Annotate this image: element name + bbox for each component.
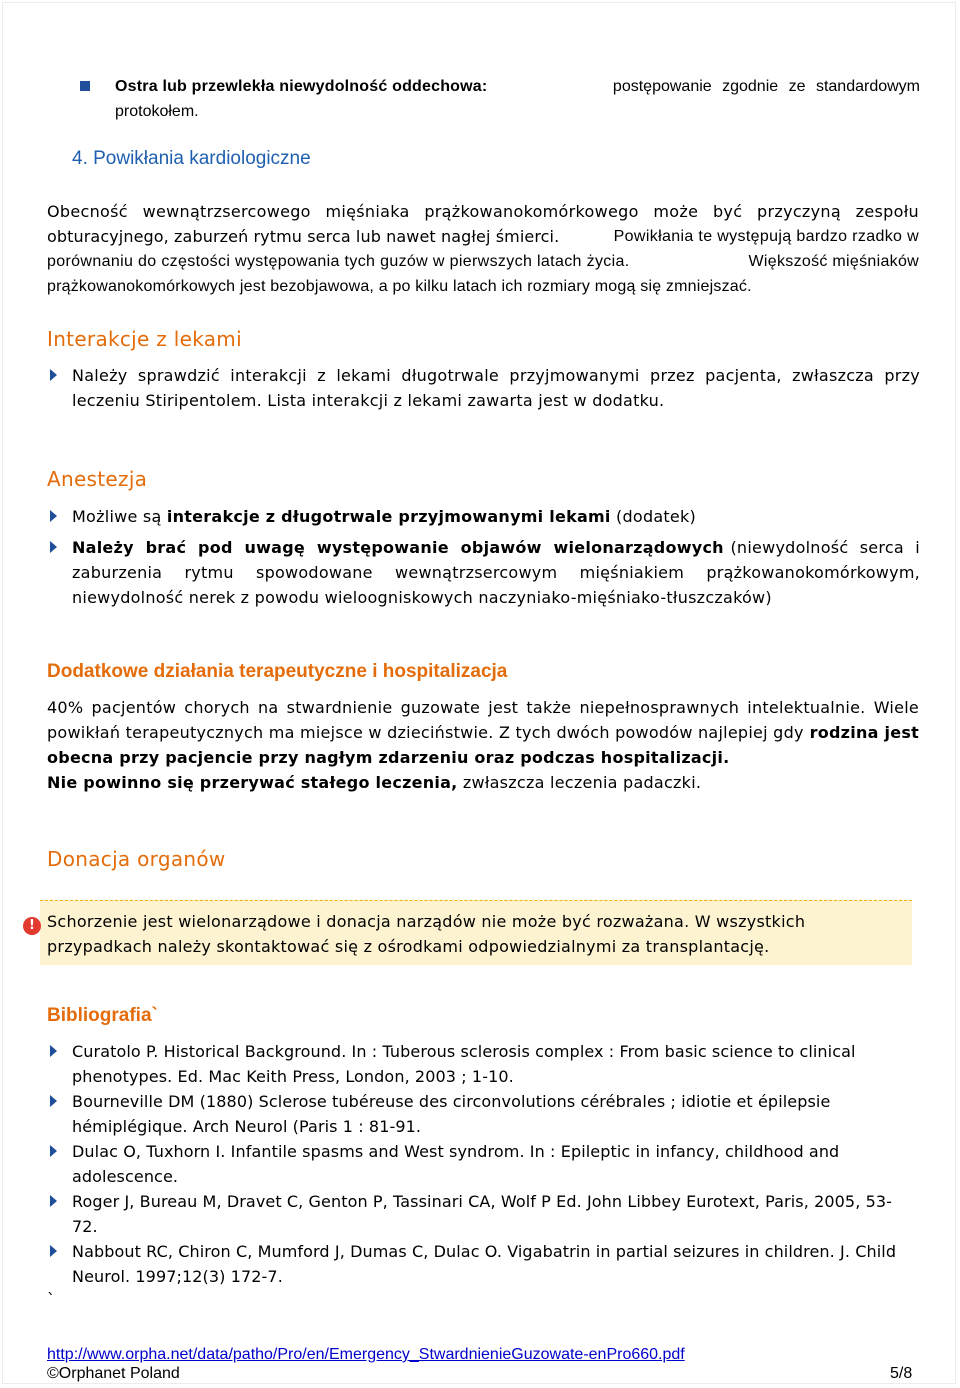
bib-item-3-line-2: adolescence. xyxy=(72,1167,179,1186)
anesthesia-item-1 xyxy=(72,504,920,529)
bib-item-2-line-1: Bourneville DM (1880) Sclerose tubéreuse des circonvolutions cérébrales ; idiotie et épilepsie xyxy=(72,1092,831,1111)
arrow-bullet-icon xyxy=(50,1145,57,1157)
arrow-bullet-icon xyxy=(50,1045,57,1057)
arrow-bullet-icon xyxy=(50,541,57,553)
bib-item-5-line-1: Nabbout RC, Chiron C, Mumford J, Dumas C, Dulac O. Vigabatrin in partial seizures in children. J. Child xyxy=(72,1242,897,1261)
interactions-line-2: leczeniu Stiripentolem. Lista interakcji z lekami zawarta jest w dodatku. xyxy=(72,391,665,410)
arrow-bullet-icon xyxy=(50,369,57,381)
bib-item xyxy=(72,1239,932,1289)
anesthesia-item2-bold: Należy brać pod uwagę występowanie objawów wielonarządowych xyxy=(72,538,724,557)
bib-item-4-line-1: Roger J, Bureau M, Dravet C, Genton P, Tassinari CA, Wolf P Ed. John Libbey Eurotext, Paris, 2005, 53- xyxy=(72,1192,892,1211)
anesthesia-item1-pre: Możliwe są xyxy=(72,507,162,526)
warning-icon: ! xyxy=(23,917,41,935)
arrow-bullet-icon xyxy=(50,510,57,522)
extra-line-2-pre: powikłań terapeutycznych ma miejsce w dzieciństwie. Z tych dwóch powodów najlepiej gdy xyxy=(47,723,804,742)
extra-line-3-bold: obecna przy pacjencie przy nagłym zdarzeniu oraz podczas hospitalizacji. xyxy=(47,748,730,767)
warning-line-1: Schorzenie jest wielonarządowe i donacja narządów nie może być rozważana. W wszystkich xyxy=(47,912,806,931)
respiratory-paragraph xyxy=(115,74,920,124)
extra-line-4-post: zwłaszcza leczenia padaczki. xyxy=(462,773,702,792)
square-bullet-icon xyxy=(80,81,90,91)
footer-copyright: ©Orphanet Poland xyxy=(47,1365,180,1382)
bib-item-1-line-2: phenotypes. Ed. Mac Keith Press, London, 2003 ; 1-10. xyxy=(72,1067,514,1086)
cardiac-paragraph xyxy=(47,199,919,299)
arrow-bullet-icon xyxy=(50,1095,57,1107)
footer-page-number: 5/8 xyxy=(890,1365,913,1382)
bib-item xyxy=(72,1089,932,1139)
respiratory-bold: Ostra lub przewlekła niewydolność oddechowa: xyxy=(115,78,488,95)
bib-item-4-line-2: 72. xyxy=(72,1217,98,1236)
interactions-line-1: Należy sprawdzić interakcji z lekami długotrwale przyjmowanymi przez pacjenta, zwłaszcza przy xyxy=(72,366,920,385)
extra-line-1: 40% pacjentów chorych na stwardnienie guzowate jest także niepełnosprawnych intelektualnie. Wiele xyxy=(47,698,919,717)
bib-item-1-line-1: Curatolo P. Historical Background. In : Tuberous sclerosis complex : From basic science to clinical xyxy=(72,1042,856,1061)
respiratory-text-line2: protokołem. xyxy=(115,103,199,120)
anesthesia-item2-line2: zaburzenia rytmu spowodowane wewnątrzsercowym mięśniakiem prążkowanokomórkowym, xyxy=(72,563,920,582)
cardiac-line-3b: Większość mięśniaków xyxy=(748,253,919,270)
anesthesia-item2-line3: niewydolność nerek z powodu wieloogniskowych naczyniako-mięśniako-tłuszczaków) xyxy=(72,588,772,607)
footer-url-link[interactable]: http://www.orpha.net/data/patho/Pro/en/Emergency_StwardnienieGuzowate-enPro660.pdf xyxy=(47,1346,685,1363)
arrow-bullet-icon xyxy=(50,1245,57,1257)
interactions-item xyxy=(72,363,920,413)
respiratory-text: postępowanie zgodnie ze standardowym xyxy=(612,78,920,95)
cardiac-line-1: Obecność wewnątrzsercowego mięśniaka prążkowanokomórkowego może być przyczyną zespołu xyxy=(47,202,919,221)
anesthesia-item1-bold: interakcje z długotrwale przyjmowanymi lekami xyxy=(166,507,611,526)
extra-paragraph xyxy=(47,695,919,795)
section-heading-extra: Dodatkowe działania terapeutyczne i hospitalizacja xyxy=(47,661,508,682)
arrow-bullet-icon xyxy=(50,1195,57,1207)
section-heading-bibliography: Bibliografia` xyxy=(47,1005,158,1026)
warning-line-2: przypadkach należy skontaktować się z ośrodkami odpowiedzialnymi za transplantację. xyxy=(47,937,770,956)
bib-item-2-line-2: hémiplégique. Arch Neurol (Paris 1 : 81-91. xyxy=(72,1117,422,1136)
bib-item xyxy=(72,1039,932,1089)
section-heading-cardiac: 4. Powikłania kardiologiczne xyxy=(72,148,311,169)
cardiac-line-4: prążkowanokomórkowych jest bezobjawowa, a po kilku latach ich rozmiary mogą się zmniejszać. xyxy=(47,278,752,295)
bib-item-3-line-1: Dulac O, Tuxhorn I. Infantile spasms and West syndrom. In : Epileptic in infancy, childhood and xyxy=(72,1142,840,1161)
warning-text xyxy=(47,909,917,959)
anesthesia-item-2 xyxy=(72,535,920,610)
stray-mark: ` xyxy=(47,1290,55,1309)
bib-item xyxy=(72,1189,932,1239)
cardiac-line-3a: porównaniu do częstości występowania tych guzów w pierwszych latach życia. xyxy=(47,253,630,270)
section-heading-interactions: Interakcje z lekami xyxy=(47,327,242,351)
bib-item xyxy=(72,1139,932,1189)
extra-line-4-bold: Nie powinno się przerywać stałego leczenia, xyxy=(47,773,458,792)
cardiac-line-2a: obturacyjnego, zaburzeń rytmu serca lub nawet nagłej śmierci. xyxy=(47,227,560,246)
cardiac-line-2b: Powikłania te występują bardzo rzadko w xyxy=(613,228,919,245)
anesthesia-item1-post: (dodatek) xyxy=(616,507,697,526)
bib-item-5-line-2: Neurol. 1997;12(3) 172-7. xyxy=(72,1267,283,1286)
extra-line-2-bold: rodzina jest xyxy=(809,723,919,742)
section-heading-donation: Donacja organów xyxy=(47,847,226,871)
anesthesia-item2-post: (niewydolność serca i xyxy=(730,538,920,557)
section-heading-anesthesia: Anestezja xyxy=(47,467,148,491)
